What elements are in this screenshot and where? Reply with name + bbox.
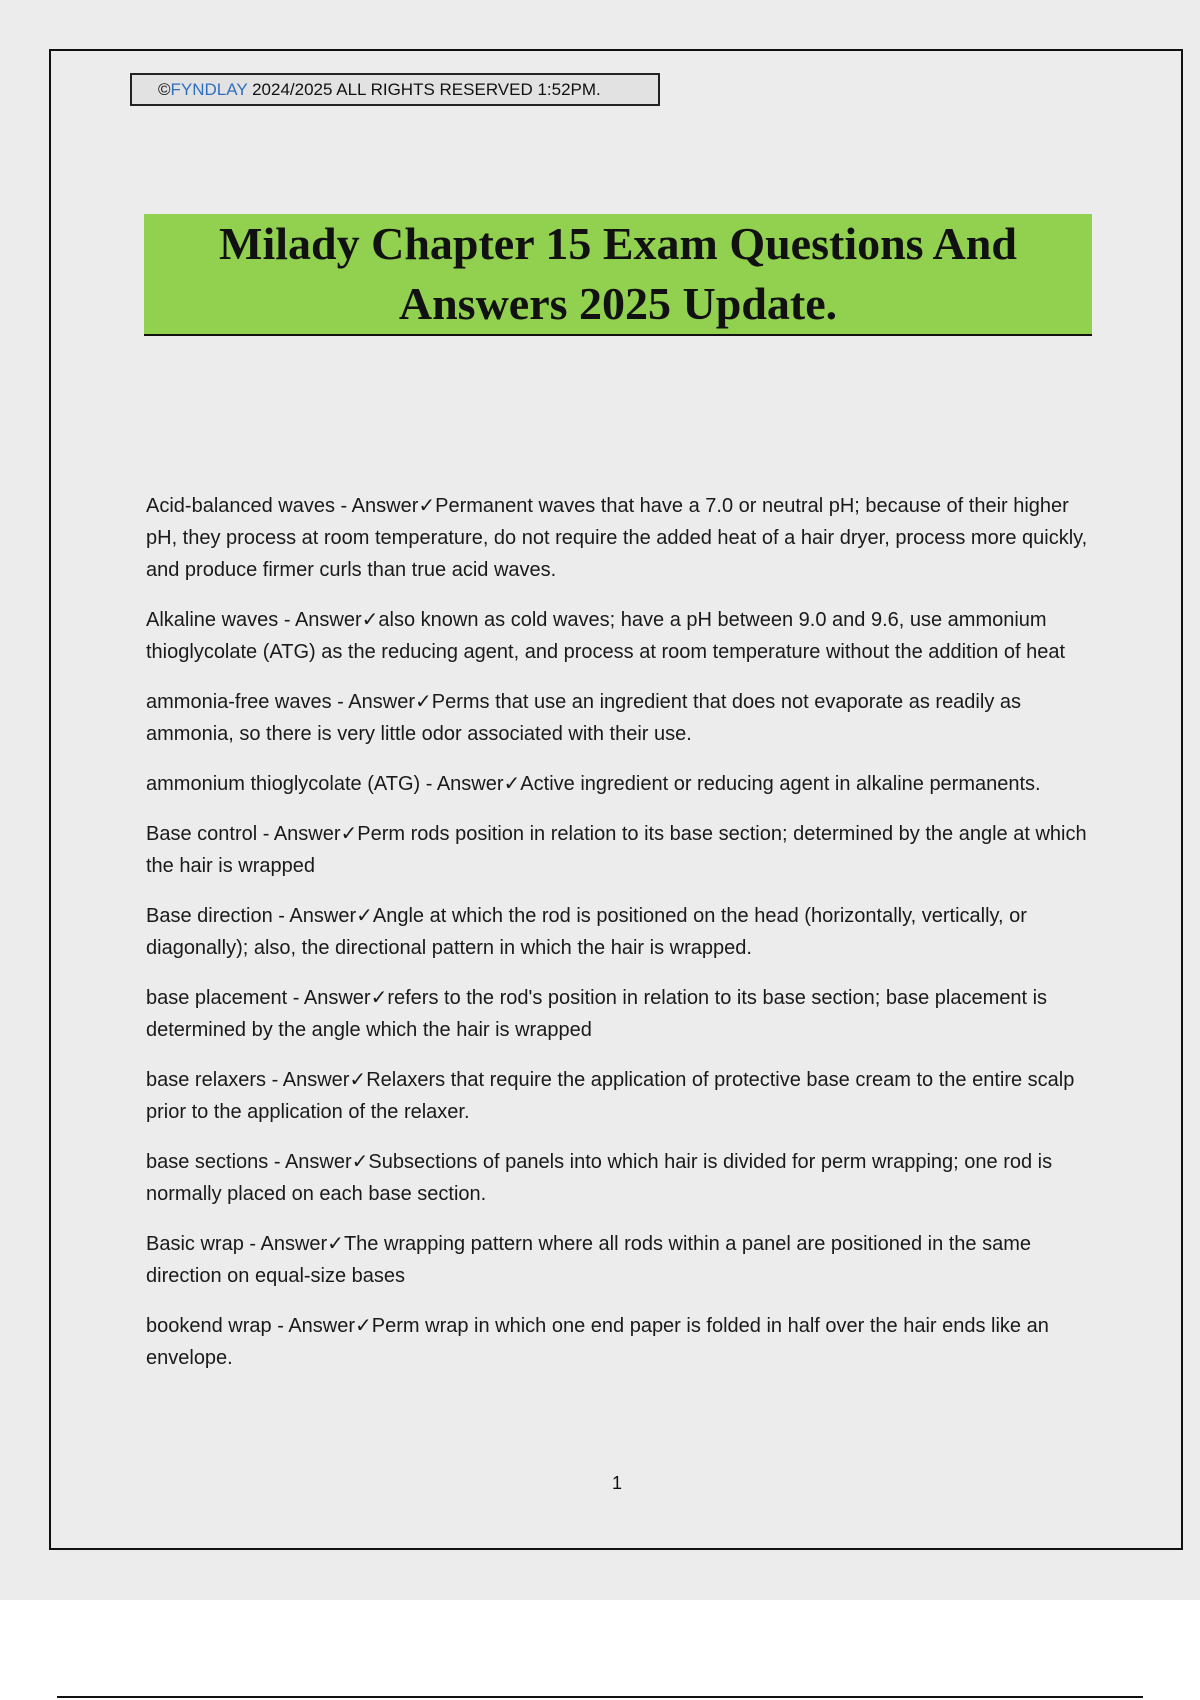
entry-term: base relaxers [146, 1069, 267, 1091]
entry-definition: also known as cold waves; have a pH between 9.0 and 9.6, use ammonium thioglycolate (ATG) as the reducing agent, and process at room temperature without the addition of heat [146, 609, 1066, 663]
copyright-brand: FYNDLAY [170, 80, 248, 99]
entry-separator: - Answer✓ [268, 1151, 369, 1173]
entry-separator: - Answer✓ [287, 987, 388, 1009]
glossary-entry [146, 768, 1094, 800]
title-banner [144, 214, 1092, 336]
entry-separator: - Answer✓ [271, 1315, 372, 1337]
entry-definition: Relaxers that require the application of protective base cream to the entire scalp prior to the application of the relaxer. [146, 1069, 1075, 1123]
title-line-1: Milady Chapter 15 Exam Questions And [219, 218, 1017, 269]
glossary-entry [146, 1064, 1094, 1128]
entry-separator: - Answer✓ [335, 495, 436, 517]
entry-definition: Angle at which the rod is positioned on the head (horizontally, vertically, or diagonally); also, the directional pattern in which the hair is wrapped. [146, 905, 1027, 959]
copyright-symbol: © [158, 80, 171, 99]
glossary-entry [146, 490, 1094, 586]
entry-definition: Perm wrap in which one end paper is folded in half over the hair ends like an envelope. [146, 1315, 1049, 1369]
entry-separator: - Answer✓ [266, 1069, 367, 1091]
glossary-entry [146, 1228, 1094, 1292]
copyright-notice [130, 73, 660, 106]
bottom-divider [57, 1696, 1143, 1698]
entry-separator: - Answer✓ [420, 773, 521, 795]
page-number: 1 [611, 1473, 622, 1493]
entry-definition: Permanent waves that have a 7.0 or neutral pH; because of their higher pH, they process at room temperature, do not require the added heat of a hair dryer, process more quickly, and produce firmer curls than true acid waves. [146, 495, 1088, 581]
glossary-entry [146, 686, 1094, 750]
glossary-entry [146, 1310, 1094, 1374]
entry-separator: - Answer✓ [331, 691, 432, 713]
glossary-entries [146, 490, 1094, 1392]
entry-term: Base control [146, 823, 258, 845]
entry-term: ammonia-free waves [146, 691, 332, 713]
entry-term: Acid-balanced waves [146, 495, 335, 517]
glossary-entry [146, 1146, 1094, 1210]
entry-definition: Perm rods position in relation to its base section; determined by the angle at which the hair is wrapped [146, 823, 1087, 877]
entry-separator: - Answer✓ [272, 905, 373, 927]
entry-term: base sections [146, 1151, 269, 1173]
entry-term: ammonium thioglycolate (ATG) [146, 773, 421, 795]
glossary-entry [146, 900, 1094, 964]
entry-separator: - Answer✓ [243, 1233, 344, 1255]
glossary-entry [146, 982, 1094, 1046]
entry-term: Base direction [146, 905, 273, 927]
entry-term: bookend wrap [146, 1315, 272, 1337]
entry-term: Alkaline waves [146, 609, 279, 631]
entry-definition: refers to the rod's position in relation to its base section; base placement is determined by the angle which the hair is wrapped [146, 987, 1048, 1041]
entry-term: base placement [146, 987, 288, 1009]
entry-definition: The wrapping pattern where all rods within a panel are positioned in the same direction on equal-size bases [146, 1233, 1032, 1287]
entry-definition: Perms that use an ingredient that does not evaporate as readily as ammonia, so there is very little odor associated with their use. [146, 691, 1021, 745]
glossary-entry [146, 604, 1094, 668]
entry-separator: - Answer✓ [278, 609, 379, 631]
title-line-2: Answers 2025 Update. [398, 278, 838, 329]
copyright-text: 2024/2025 ALL RIGHTS RESERVED 1:52PM. [247, 80, 601, 99]
entry-separator: - Answer✓ [257, 823, 358, 845]
entry-term: Basic wrap [146, 1233, 244, 1255]
entry-definition: Active ingredient or reducing agent in alkaline permanents. [520, 773, 1041, 795]
entry-definition: Subsections of panels into which hair is divided for perm wrapping; one rod is normally placed on each base section. [146, 1151, 1053, 1205]
glossary-entry [146, 818, 1094, 882]
